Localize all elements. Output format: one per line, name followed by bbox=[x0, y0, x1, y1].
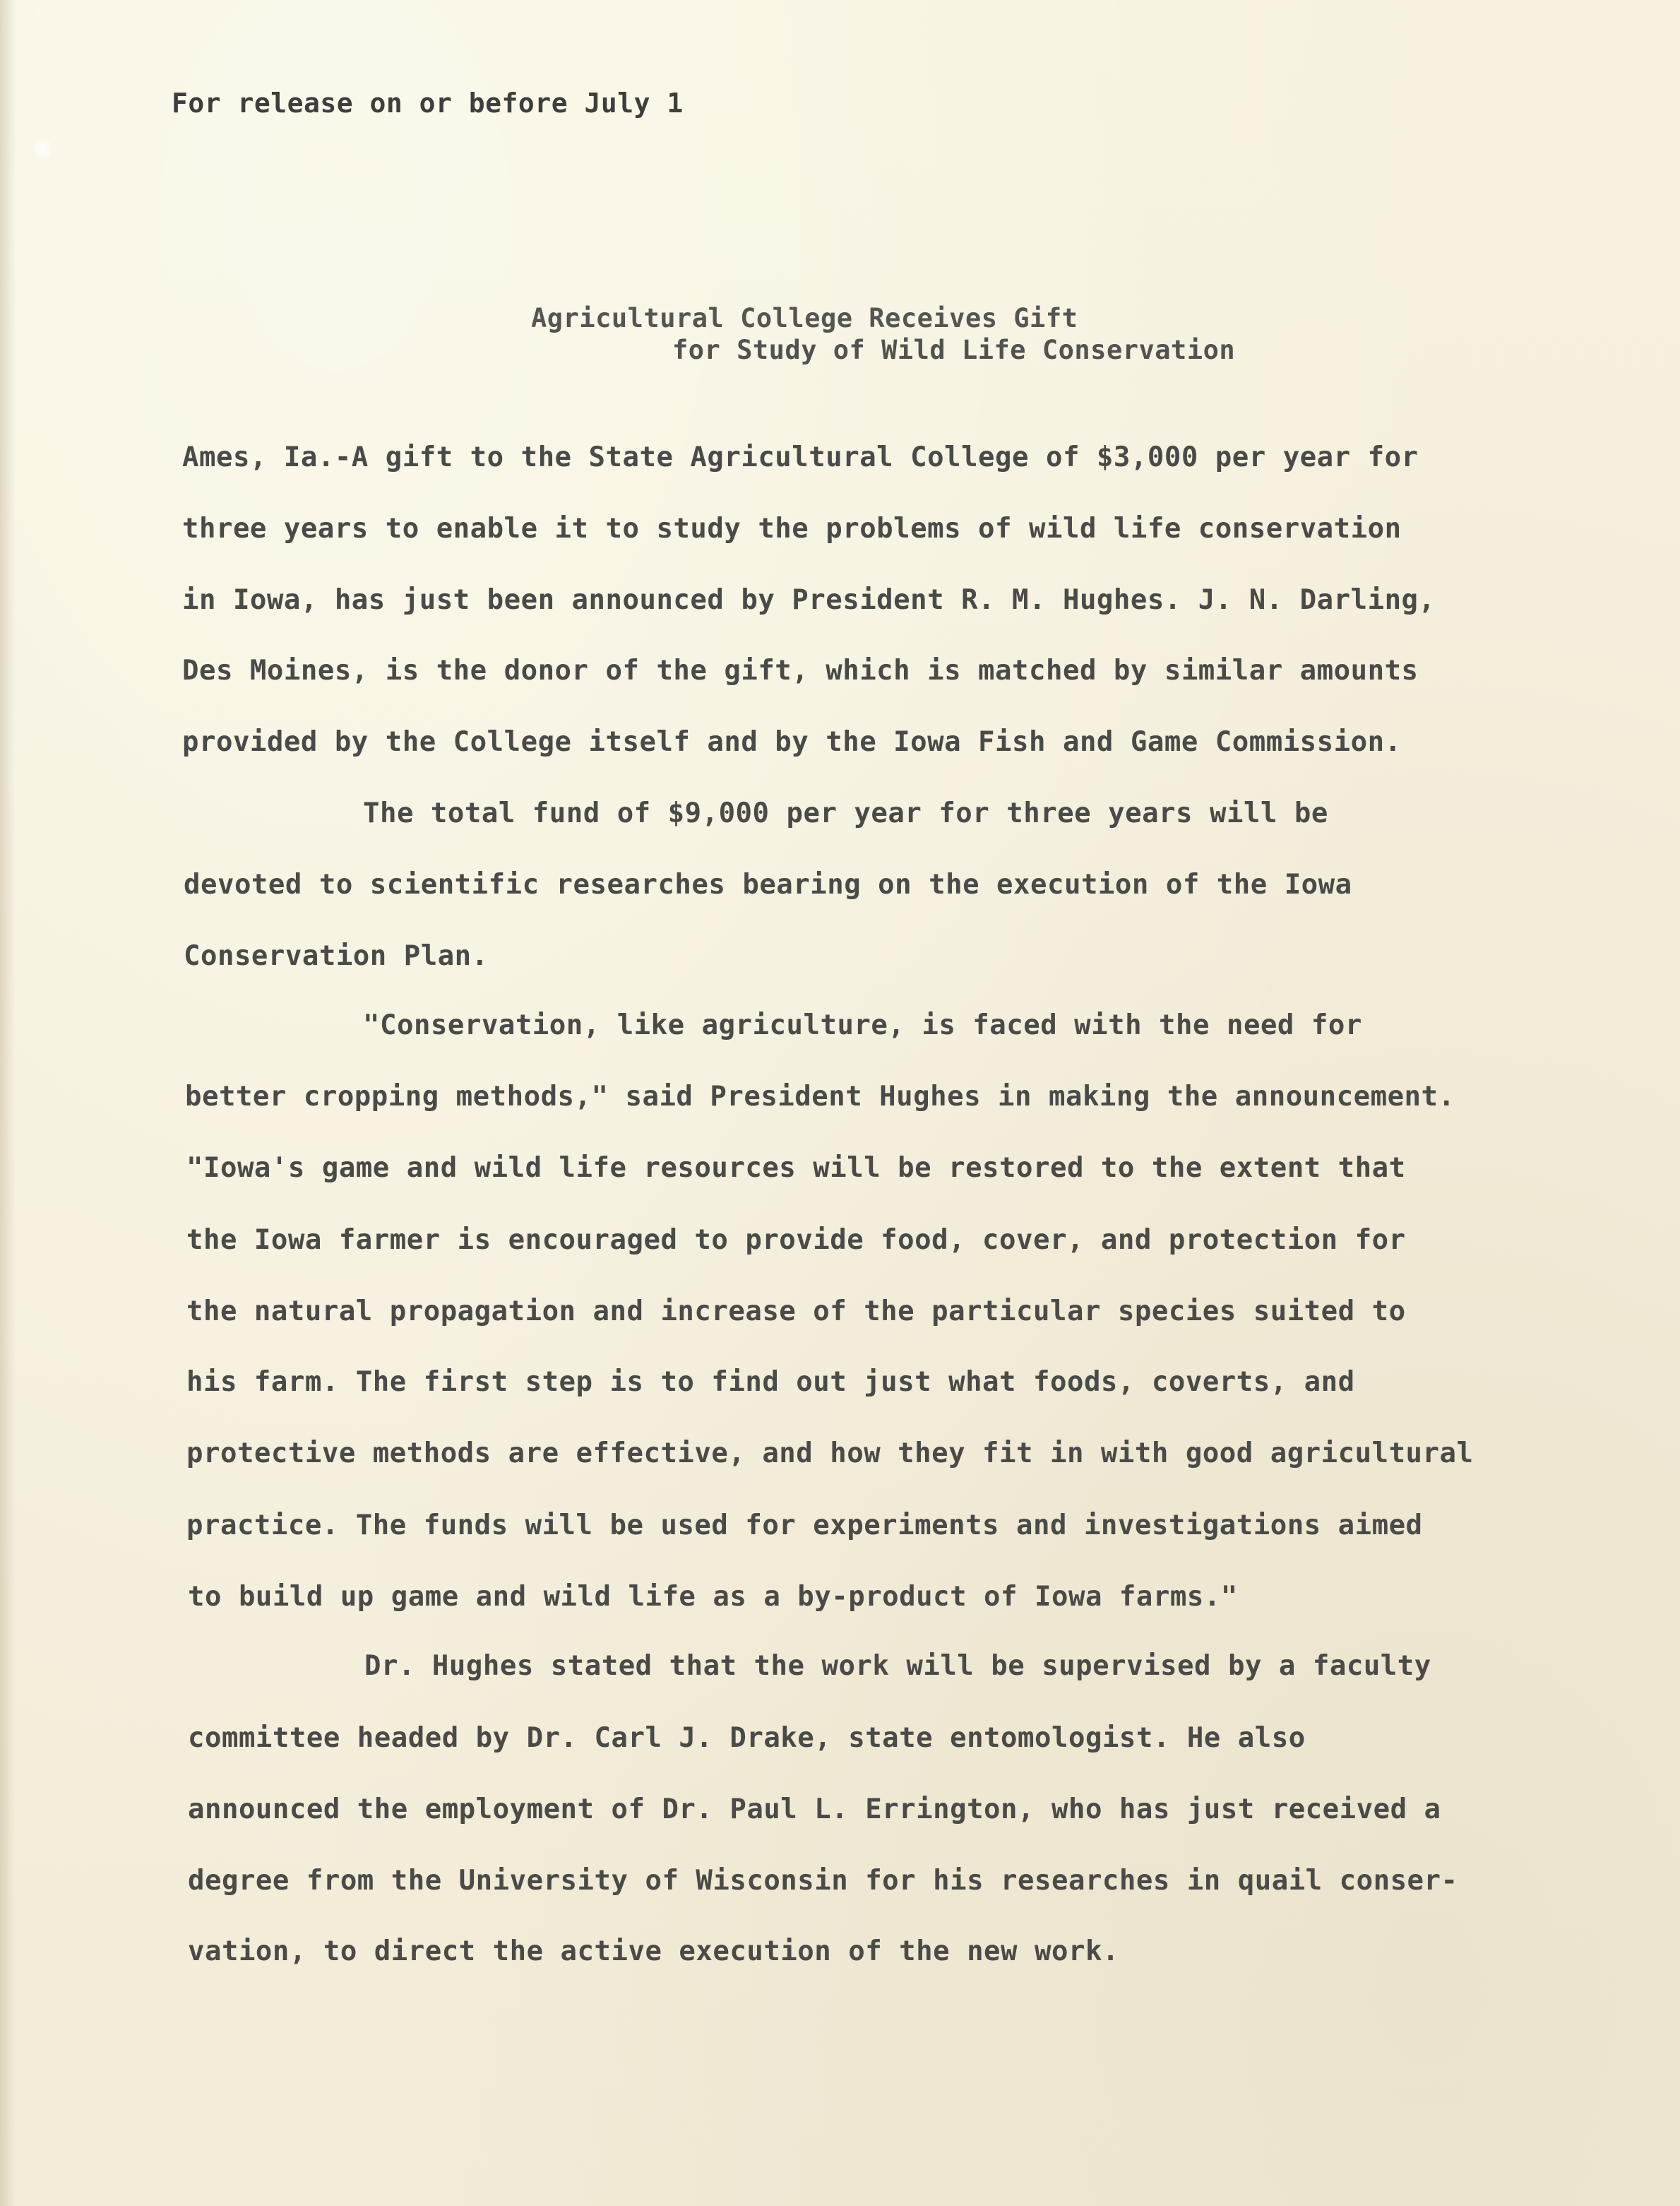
paper-blemish bbox=[34, 138, 52, 160]
body-line-14: his farm. The first step is to find out just what foods, coverts, and bbox=[186, 1366, 1355, 1398]
release-note: For release on or before July 1 bbox=[172, 88, 684, 119]
body-line-16: practice. The funds will be used for experiments and investigations aimed bbox=[186, 1510, 1423, 1541]
body-line-13: the natural propagation and increase of the particular species suited to bbox=[186, 1295, 1406, 1327]
body-line-17: to build up game and wild life as a by-product of Iowa farms." bbox=[188, 1581, 1238, 1613]
body-line-5: provided by the College itself and by the Iowa Fish and Game Commission. bbox=[182, 726, 1402, 758]
body-line-7: devoted to scientific researches bearing on the execution of the Iowa bbox=[184, 869, 1352, 901]
body-line-11: "Iowa's game and wild life resources will be restored to the extent that bbox=[186, 1152, 1406, 1184]
body-line-10: better cropping methods," said President Hughes in making the announcement. bbox=[185, 1081, 1455, 1113]
body-line-2: three years to enable it to study the problems of wild life conservation bbox=[182, 513, 1402, 545]
body-line-8: Conservation Plan. bbox=[184, 940, 489, 972]
headline-line-1: Agricultural College Receives Gift bbox=[531, 303, 1078, 333]
body-line-9: "Conservation, like agriculture, is faced with the need for bbox=[363, 1009, 1362, 1041]
body-line-12: the Iowa farmer is encouraged to provide food, cover, and protection for bbox=[186, 1224, 1406, 1256]
body-line-6: The total fund of $9,000 per year for three years will be bbox=[363, 797, 1328, 829]
body-line-21: degree from the University of Wisconsin for his researches in quail conser- bbox=[188, 1865, 1458, 1897]
body-line-20: announced the employment of Dr. Paul L. Errington, who has just received a bbox=[188, 1793, 1441, 1825]
body-line-18: Dr. Hughes stated that the work will be supervised by a faculty bbox=[364, 1650, 1431, 1682]
body-line-4: Des Moines, is the donor of the gift, which is matched by similar amounts bbox=[182, 655, 1419, 687]
body-line-1: Ames, Ia.-A gift to the State Agricultural College of $3,000 per year for bbox=[182, 441, 1419, 473]
paper-edge-shadow bbox=[0, 0, 16, 2206]
body-line-19: committee headed by Dr. Carl J. Drake, state entomologist. He also bbox=[188, 1722, 1306, 1754]
headline-line-2: for Study of Wild Life Conservation bbox=[672, 335, 1236, 365]
body-line-22: vation, to direct the active execution of the new work. bbox=[188, 1935, 1119, 1967]
body-line-3: in Iowa, has just been announced by President R. M. Hughes. J. N. Darling, bbox=[182, 584, 1436, 616]
body-line-15: protective methods are effective, and how they fit in with good agricultural bbox=[186, 1437, 1474, 1469]
